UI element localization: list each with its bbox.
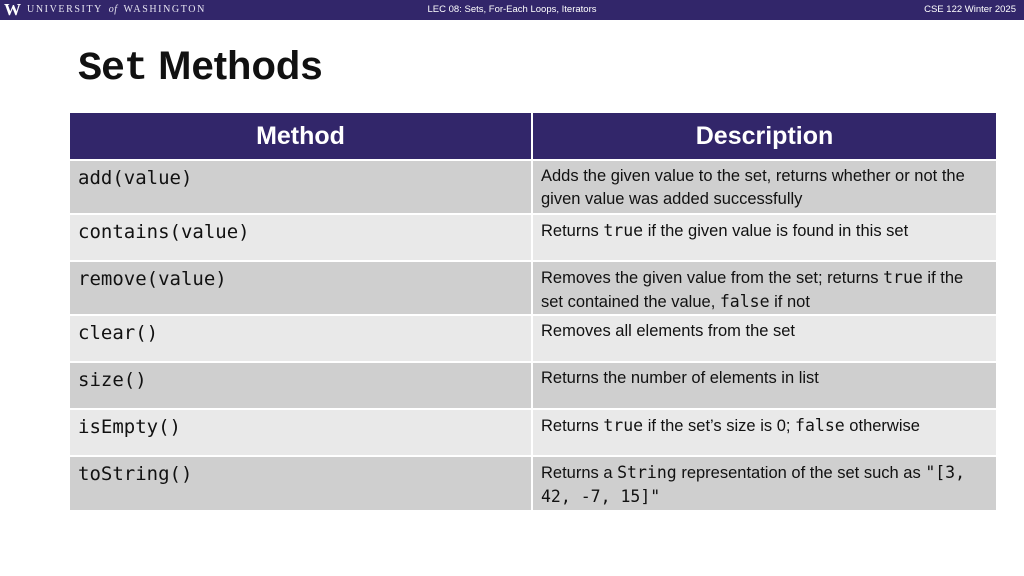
course-label: CSE 122 Winter 2025 [924, 4, 1016, 15]
description-cell [532, 160, 996, 214]
table-row [70, 409, 996, 456]
methods-table [70, 113, 996, 510]
description-cell [532, 261, 996, 315]
wordmark-of: of [108, 4, 118, 15]
method-cell: isEmpty() [70, 409, 532, 456]
description-text: Adds the given value to the set, returns whether or not the given value was added successfully [541, 167, 965, 208]
description-text: Returns [541, 222, 604, 240]
description-text: representation of the set such as [676, 464, 926, 482]
slide-title-code: Set [78, 47, 148, 92]
description-cell [532, 456, 996, 510]
description-cell [532, 315, 996, 362]
description-text: if the given value is found in this set [643, 222, 909, 240]
uw-w-logo-icon: W [4, 0, 20, 19]
description-text: if the set contained the value, [541, 269, 964, 311]
description-text: Returns the number of elements in list [541, 369, 819, 387]
header-bar [0, 0, 1024, 20]
table-row [70, 456, 996, 510]
description-text: Removes all elements from the set [541, 322, 796, 340]
table-row [70, 214, 996, 261]
method-cell: clear() [70, 315, 532, 362]
description-cell [532, 362, 996, 409]
method-cell: contains(value) [70, 214, 532, 261]
table-header-row [70, 113, 996, 160]
table-row [70, 315, 996, 362]
method-cell: add(value) [70, 160, 532, 214]
method-cell: remove(value) [70, 261, 532, 315]
wordmark-university: UNIVERSITY [27, 4, 103, 15]
code-keyword: false [795, 416, 845, 435]
column-header-method: Method [70, 113, 532, 160]
table-row [70, 160, 996, 214]
table-row [70, 362, 996, 409]
description-text: if the set’s size is 0; [643, 417, 796, 435]
code-keyword: true [603, 221, 644, 240]
method-cell: toString() [70, 456, 532, 510]
wordmark-washington: WASHINGTON [123, 4, 206, 15]
description-cell [532, 214, 996, 261]
code-keyword: true [883, 268, 923, 287]
description-cell [532, 409, 996, 456]
method-cell: size() [70, 362, 532, 409]
code-keyword: true [603, 416, 644, 435]
lecture-title: LEC 08: Sets, For-Each Loops, Iterators [427, 4, 597, 15]
description-text: Removes the given value from the set; returns [541, 269, 884, 287]
code-keyword: false [719, 292, 770, 311]
code-keyword: String [617, 463, 677, 482]
description-text: Returns [541, 417, 604, 435]
description-text: Returns a [541, 464, 618, 482]
description-text: otherwise [844, 417, 920, 435]
code-example: "[3, 42, -7, 15]" [541, 463, 966, 506]
description-text: if not [769, 293, 810, 311]
slide-title [78, 44, 323, 92]
slide-title-text: Methods [147, 44, 323, 88]
column-header-description: Description [532, 113, 996, 160]
table-row [70, 261, 996, 315]
